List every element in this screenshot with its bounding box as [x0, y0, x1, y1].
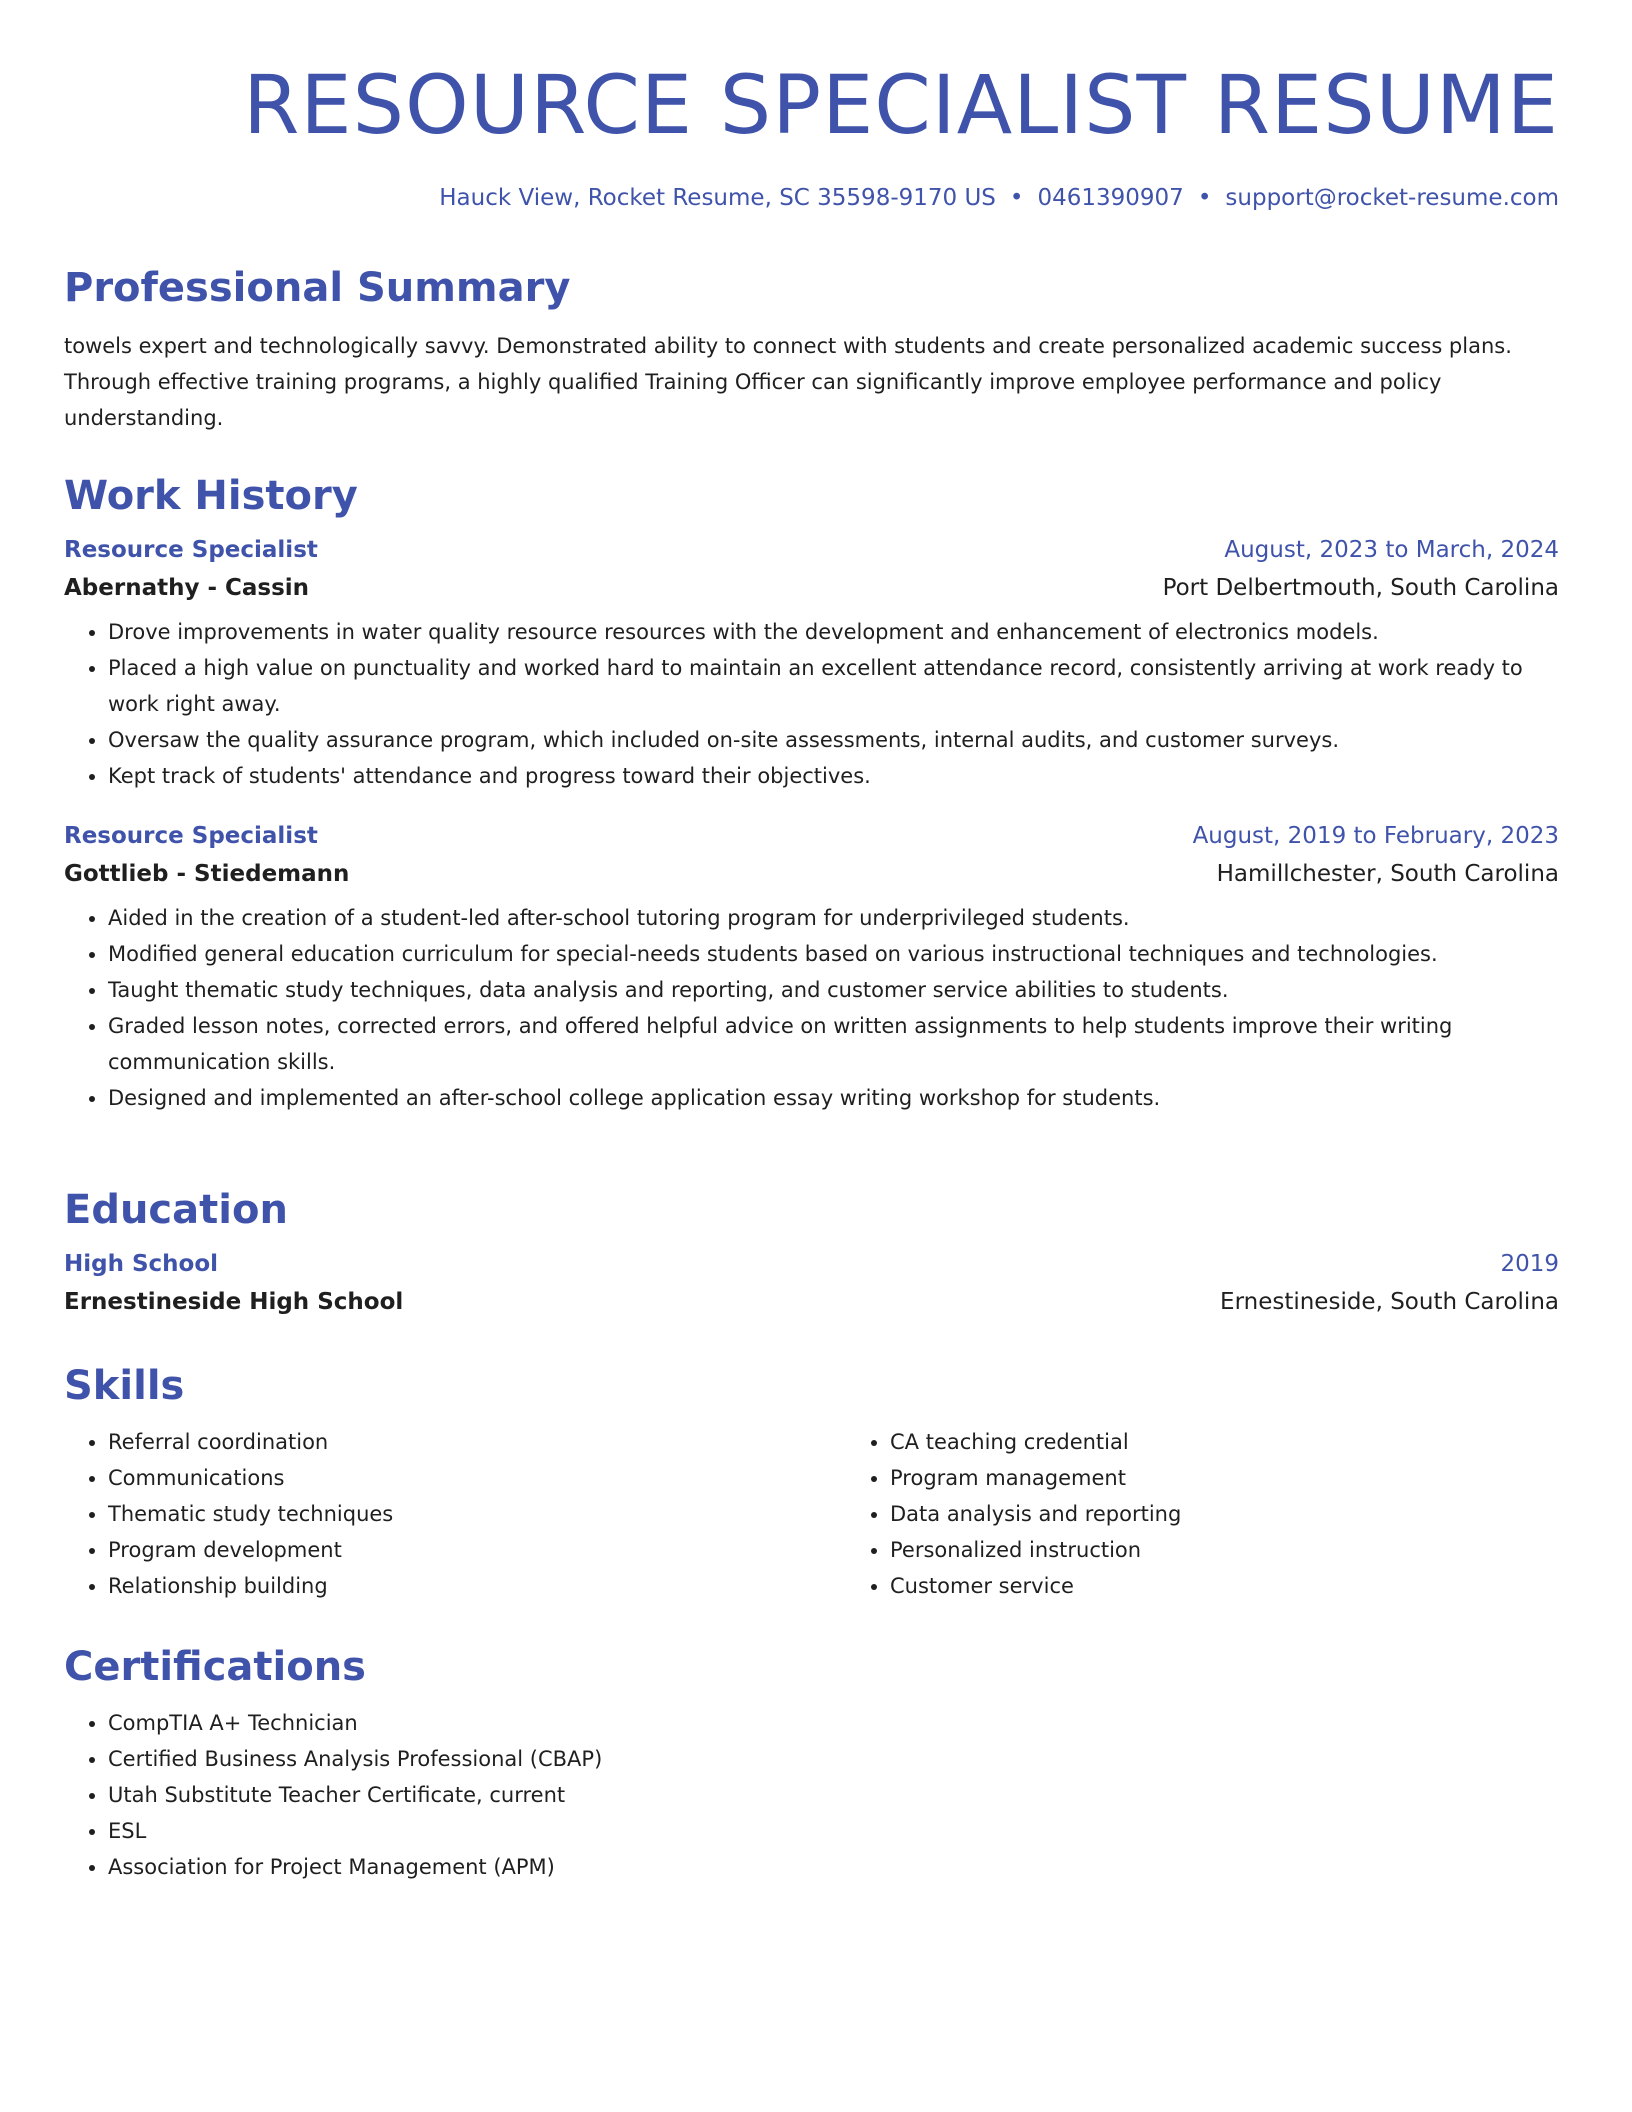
- skills-section: [64, 1360, 1559, 1604]
- job-company: Gottlieb - Stiedemann: [64, 861, 350, 887]
- job-bullets: [64, 614, 1559, 794]
- work-history-section: [64, 470, 1559, 1116]
- job-bullet: • Drove improvements in water quality resource resources with the development and enhancement of electronics models.: [108, 614, 1559, 650]
- job-bullet: • Graded lesson notes, corrected errors, and offered helpful advice on written assignments to help students improve their writing communication skills.: [108, 1008, 1559, 1080]
- certifications-list: [64, 1705, 1559, 1885]
- section-title-work: Work History: [64, 473, 358, 519]
- job-header-row: [64, 532, 1559, 568]
- certification-item: • ESL: [108, 1813, 1559, 1849]
- job-bullet: • Kept track of students' attendance and progress toward their objectives.: [108, 758, 1559, 794]
- contact-line: [64, 182, 1559, 214]
- contact-address: Hauck View, Rocket Resume, SC 35598-9170 US: [439, 185, 996, 211]
- summary-text: towels expert and technologically savvy. Demonstrated ability to connect with students and create personalized academic success plans. Through effective training programs, a highly qualified Training Officer can significantly improve employee performance and policy understanding.: [64, 334, 1512, 430]
- job-role: Resource Specialist: [64, 823, 318, 849]
- skill-item: • Relationship building: [108, 1568, 846, 1604]
- certification-item: • Association for Project Management (APM): [108, 1849, 1559, 1885]
- skill-item: • Program management: [890, 1460, 1628, 1496]
- job-entry: [64, 532, 1559, 794]
- job-company-row: [64, 854, 1559, 894]
- contact-email[interactable]: support@rocket-resume.com: [1225, 185, 1559, 211]
- education-location: Ernestineside, South Carolina: [1220, 1289, 1559, 1315]
- job-location: Hamillchester, South Carolina: [1216, 861, 1559, 887]
- contact-separator: •: [1009, 185, 1024, 211]
- education-section: [64, 1184, 1559, 1322]
- job-location: Port Delbertmouth, South Carolina: [1162, 575, 1559, 601]
- job-company: Abernathy - Cassin: [64, 575, 310, 601]
- contact-separator: •: [1197, 185, 1212, 211]
- education-year: 2019: [1500, 1251, 1559, 1277]
- skill-item: • Customer service: [890, 1568, 1628, 1604]
- job-bullet: • Taught thematic study techniques, data analysis and reporting, and customer service abilities to students.: [108, 972, 1559, 1008]
- certification-item: • Utah Substitute Teacher Certificate, current: [108, 1777, 1559, 1813]
- education-school: Ernestineside High School: [64, 1289, 404, 1315]
- job-bullets: [64, 900, 1559, 1116]
- job-header-row: [64, 818, 1559, 854]
- resume-page: [64, 0, 1559, 1879]
- job-entry: [64, 818, 1559, 1116]
- contact-phone[interactable]: 0461390907: [1037, 185, 1184, 211]
- resume-title: RESOURCE SPECIALIST RESUME: [243, 59, 1559, 153]
- skill-item: • Thematic study techniques: [108, 1496, 846, 1532]
- section-title-education: Education: [64, 1187, 288, 1233]
- section-title-skills: Skills: [64, 1363, 185, 1409]
- job-bullet: • Modified general education curriculum for special-needs students based on various instructional techniques and technologies.: [108, 936, 1559, 972]
- job-bullet: • Designed and implemented an after-school college application essay writing workshop for students.: [108, 1080, 1559, 1116]
- skill-item: • Referral coordination: [108, 1424, 846, 1460]
- section-title-certifications: Certifications: [64, 1644, 366, 1690]
- job-company-row: [64, 568, 1559, 608]
- skill-item: • CA teaching credential: [890, 1424, 1628, 1460]
- job-bullet: • Placed a high value on punctuality and worked hard to maintain an excellent attendance record, consistently arriving at work ready to work right away.: [108, 650, 1559, 722]
- certification-item: • CompTIA A+ Technician: [108, 1705, 1559, 1741]
- job-dates: August, 2019 to February, 2023: [1192, 823, 1559, 849]
- job-dates: August, 2023 to March, 2024: [1224, 537, 1559, 563]
- skills-list-left: [64, 1424, 846, 1604]
- skills-columns: [64, 1424, 1559, 1604]
- certifications-section: [64, 1641, 1559, 1885]
- education-school-row: [64, 1282, 1559, 1322]
- skills-list-right: [846, 1424, 1628, 1604]
- job-role: Resource Specialist: [64, 537, 318, 563]
- certification-item: • Certified Business Analysis Professional (CBAP): [108, 1741, 1559, 1777]
- section-title-summary: Professional Summary: [64, 265, 571, 311]
- education-header-row: [64, 1246, 1559, 1282]
- education-degree: High School: [64, 1251, 219, 1277]
- skill-item: • Program development: [108, 1532, 846, 1568]
- skill-item: • Communications: [108, 1460, 846, 1496]
- skill-item: • Personalized instruction: [890, 1532, 1628, 1568]
- job-bullet: • Oversaw the quality assurance program, which included on-site assessments, internal audits, and customer surveys.: [108, 722, 1559, 758]
- job-bullet: • Aided in the creation of a student-led after-school tutoring program for underprivileged students.: [108, 900, 1559, 936]
- professional-summary-section: [64, 262, 1559, 436]
- skill-item: • Data analysis and reporting: [890, 1496, 1628, 1532]
